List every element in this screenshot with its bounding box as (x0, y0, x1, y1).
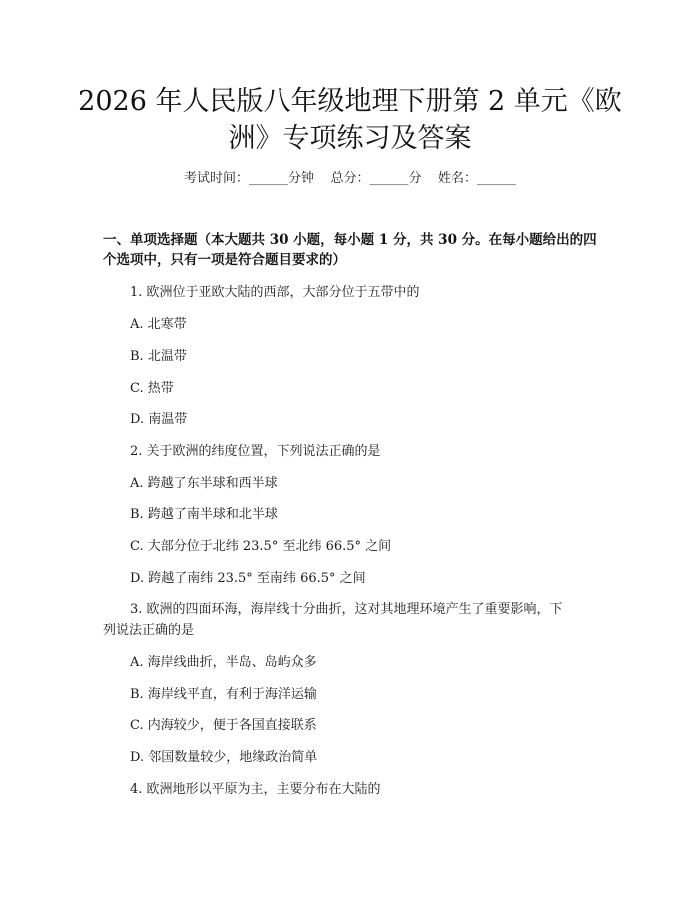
question-1-option-c: C. 热带 (130, 381, 174, 396)
question-1-option-d: D. 南温带 (130, 412, 188, 427)
question-2-option-d: D. 跨越了南纬 23.5° 至南纬 66.5° 之间 (130, 571, 366, 586)
question-1-stem: 1. 欧洲位于亚欧大陆的西部，大部分位于五带中的 (130, 285, 420, 300)
question-3-option-d: D. 邻国数量较少，地缘政治简单 (130, 750, 318, 765)
question-2-stem: 2. 关于欧洲的纬度位置，下列说法正确的是 (130, 444, 381, 459)
question-3-option-b: B. 海岸线平直，有利于海洋运输 (130, 687, 317, 702)
question-3-option-c: C. 内海较少，便于各国直接联系 (130, 718, 317, 733)
question-4-stem: 4. 欧洲地形以平原为主，主要分布在大陆的 (130, 782, 381, 797)
question-2-option-b: B. 跨越了南半球和北半球 (130, 507, 278, 522)
question-3-stem-line-2: 列说法正确的是 (103, 623, 195, 638)
section-heading: 一、单项选择题（本大题共 30 小题，每小题 1 分，共 30 分。在每小题给出的四个选项中，只有一项是符合题目要求的） (103, 232, 597, 268)
exam-info-line: 考试时间：______分钟 总分：______分 姓名：______ (183, 171, 517, 186)
document-title-line-2: 洲》专项练习及答案 (228, 123, 472, 154)
document-title-line-1: 2026 年人民版八年级地理下册第 2 单元《欧 (78, 86, 622, 117)
question-1-option-b: B. 北温带 (130, 349, 187, 364)
question-2-option-a: A. 跨越了东半球和西半球 (130, 476, 278, 491)
question-3-option-a: A. 海岸线曲折，半岛、岛屿众多 (130, 655, 317, 670)
question-2-option-c: C. 大部分位于北纬 23.5° 至北纬 66.5° 之间 (130, 539, 392, 554)
question-1-option-a: A. 北寒带 (130, 317, 187, 332)
question-3-stem-line-1: 3. 欧洲的四面环海，海岸线十分曲折，这对其地理环境产生了重要影响，下 (130, 602, 563, 617)
